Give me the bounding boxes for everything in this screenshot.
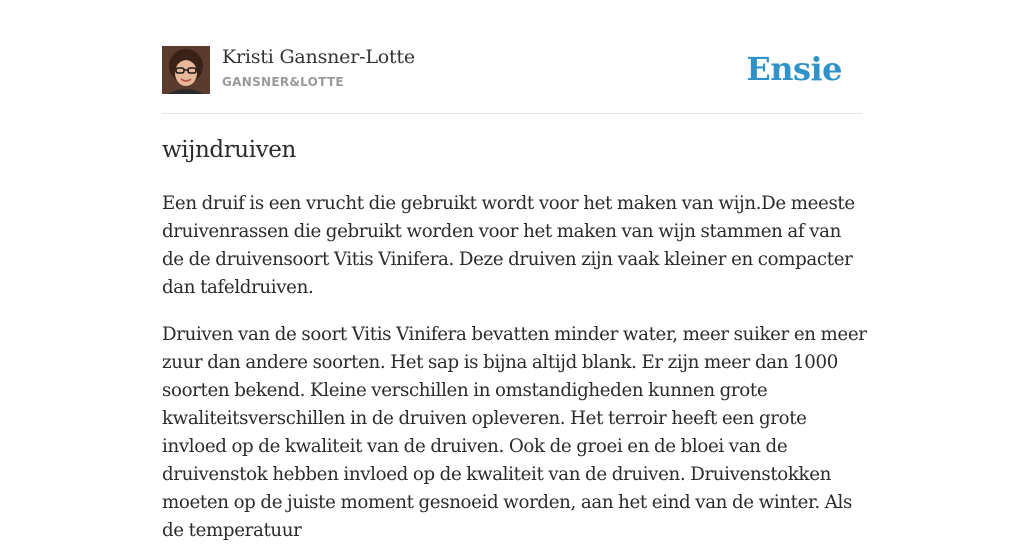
author-name[interactable]: Kristi Gansner-Lotte	[222, 46, 415, 68]
author-avatar[interactable]	[162, 46, 210, 94]
avatar-photo	[162, 46, 210, 94]
article-paragraph: Een druif is een vrucht die gebruikt wordt voor het maken van wijn.De meeste druivenrassen die gebruikt worden voor het maken van wijn stammen af van de de druivensoort Vitis Vinifera. Deze druiven zijn vaak kleiner en compacter dan tafeldruiven.	[162, 193, 855, 298]
article-title: wijndruiven	[162, 137, 296, 163]
author-organization: GANSNER&LOTTE	[222, 75, 344, 89]
article-header	[162, 46, 862, 96]
ensie-logo[interactable]: Ensie	[746, 50, 842, 88]
article-paragraph: Druiven van de soort Vitis Vinifera bevatten minder water, meer suiker en meer zuur dan andere soorten. Het sap is bijna altijd blank. Er zijn meer dan 1000 soorten bekend. Kleine verschillen in omstandigheden kunnen grote kwaliteitsverschillen in de druiven opleveren. Het terroir heeft een grote invloed op de kwaliteit van de druiven. Ook de groei en de bloei van de druivenstok hebben invloed op de kwaliteit van de druiven. Druivenstokken moeten op de juiste moment gesnoeid worden, aan het eind van de winter. Als de temperatuur	[162, 324, 867, 541]
header-divider	[162, 113, 862, 114]
